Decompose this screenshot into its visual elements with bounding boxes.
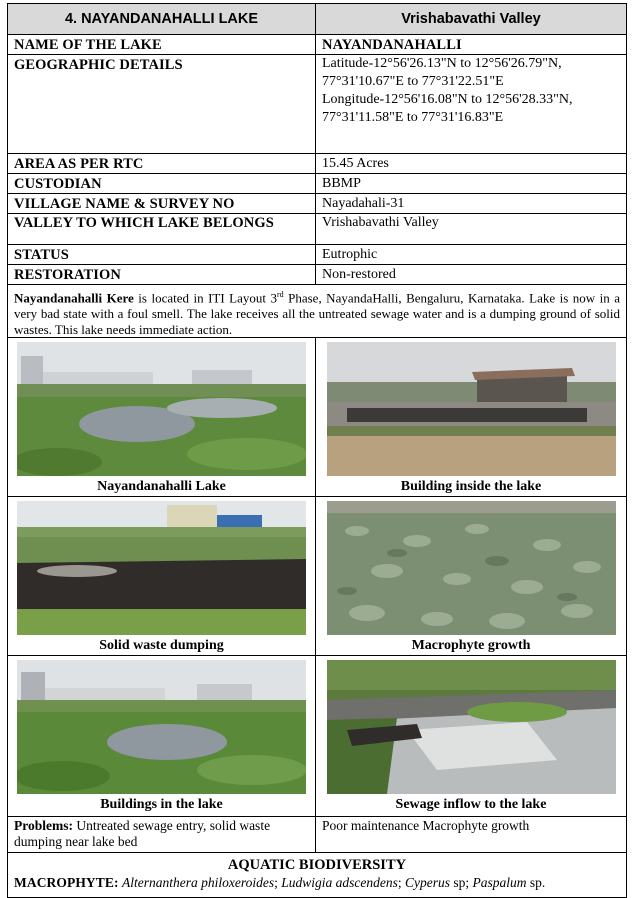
photo-row-1 (8, 338, 626, 497)
biodiversity-title: AQUATIC BIODIVERSITY (227, 857, 407, 873)
species-1: Alternanthera philoxeroides (121, 875, 275, 890)
problems-left-text: Untreated sewage entry, solid waste dumping near lake bed (14, 818, 271, 849)
photo-caption: Macrophyte growth (411, 638, 531, 653)
area-label: AREA AS PER RTC (8, 154, 316, 173)
problems-label: Problems: (14, 818, 73, 833)
area-row (8, 154, 626, 174)
geo-row (8, 55, 626, 154)
name-row (8, 35, 626, 55)
custodian-row (8, 174, 626, 194)
photo-cell (8, 656, 316, 816)
biodiversity-row (8, 853, 626, 897)
photo-caption: Buildings in the lake (100, 797, 223, 812)
species-4-suffix: sp. (526, 875, 546, 890)
header-row (8, 4, 626, 35)
macrophyte-label: MACROPHYTE: (14, 875, 119, 890)
species-4: Paspalum (472, 875, 527, 890)
buildings-photo (17, 660, 306, 794)
restoration-value: Non-restored (322, 267, 396, 282)
lake-description (8, 285, 626, 337)
problems-row (8, 817, 626, 853)
species-2: Ludwigia adscendens (281, 875, 398, 890)
photo-cell (8, 497, 316, 655)
photo-caption: Building inside the lake (400, 479, 542, 494)
village-label: VILLAGE NAME & SURVEY NO (8, 194, 316, 213)
macrophyte-line (8, 874, 626, 892)
restoration-row (8, 265, 626, 285)
species-sep-1: ; (274, 875, 282, 890)
photo-cell (316, 497, 626, 655)
village-value: Nayadahali-31 (322, 196, 405, 211)
lake-photo (17, 342, 306, 476)
problems-right: Poor maintenance Macrophyte growth (322, 818, 530, 833)
lake-datasheet (7, 3, 627, 898)
photo-cell (316, 656, 626, 816)
problems-left (8, 817, 316, 852)
photo-caption: Nayandanahalli Lake (97, 479, 226, 494)
valley-value: Vrishabavathi Valley (322, 215, 439, 230)
status-value: Eutrophic (322, 247, 378, 262)
geo-lat-line1: Latitude-12°56'26.13"N to 12°56'26.79"N, (322, 56, 562, 71)
valley-label: VALLEY TO WHICH LAKE BELONGS (8, 214, 316, 244)
geo-label: GEOGRAPHIC DETAILS (8, 55, 316, 153)
photo-row-3 (8, 656, 626, 817)
name-value: NAYANDANAHALLI (322, 37, 462, 53)
geo-value (316, 55, 626, 153)
geo-lat-line2: 77°31'10.67"E to 77°31'22.51"E (322, 74, 504, 89)
species-sep-2: ; (397, 875, 405, 890)
status-label: STATUS (8, 245, 316, 264)
geo-lon-line2: 77°31'11.58"E to 77°31'16.83"E (322, 110, 504, 125)
lake-title: 4. NAYANDANAHALLI LAKE (8, 4, 316, 34)
description-lake-name: Nayandanahalli Kere (14, 290, 134, 306)
photo-cell (8, 338, 316, 496)
waste-photo (17, 501, 306, 635)
building-photo (327, 342, 616, 476)
biodiversity-block (8, 853, 626, 897)
description-row (8, 285, 626, 338)
photo-caption: Sewage inflow to the lake (395, 797, 547, 812)
description-sup: rd (276, 290, 284, 299)
valley-title: Vrishabavathi Valley (401, 11, 541, 27)
macrophyte-photo (327, 501, 616, 635)
custodian-label: CUSTODIAN (8, 174, 316, 193)
custodian-value: BBMP (322, 176, 361, 191)
photo-row-2 (8, 497, 626, 656)
valley-row (8, 214, 626, 245)
species-3-suffix: sp; (449, 875, 473, 890)
photo-cell (316, 338, 626, 496)
description-part1: is located in ITI Layout 3 (133, 290, 277, 306)
photo-caption: Solid waste dumping (99, 638, 224, 653)
status-row (8, 245, 626, 265)
village-row (8, 194, 626, 214)
sewage-photo (327, 660, 616, 794)
geo-lon-line1: Longitude-12°56'16.08"N to 12°56'28.33"N, (322, 92, 573, 107)
restoration-label: RESTORATION (8, 265, 316, 284)
name-label: NAME OF THE LAKE (8, 35, 316, 54)
description-part2: Phase, NayandaHalli, Bengaluru, Karnataka. Lake is now in a very bad state with a foul smell. The lake receives all the untreated sewage water and is a dumping ground of solid wastes. This lake needs immediate action. (14, 290, 620, 338)
species-3: Cyperus (404, 875, 450, 890)
area-value: 15.45 Acres (322, 156, 389, 171)
